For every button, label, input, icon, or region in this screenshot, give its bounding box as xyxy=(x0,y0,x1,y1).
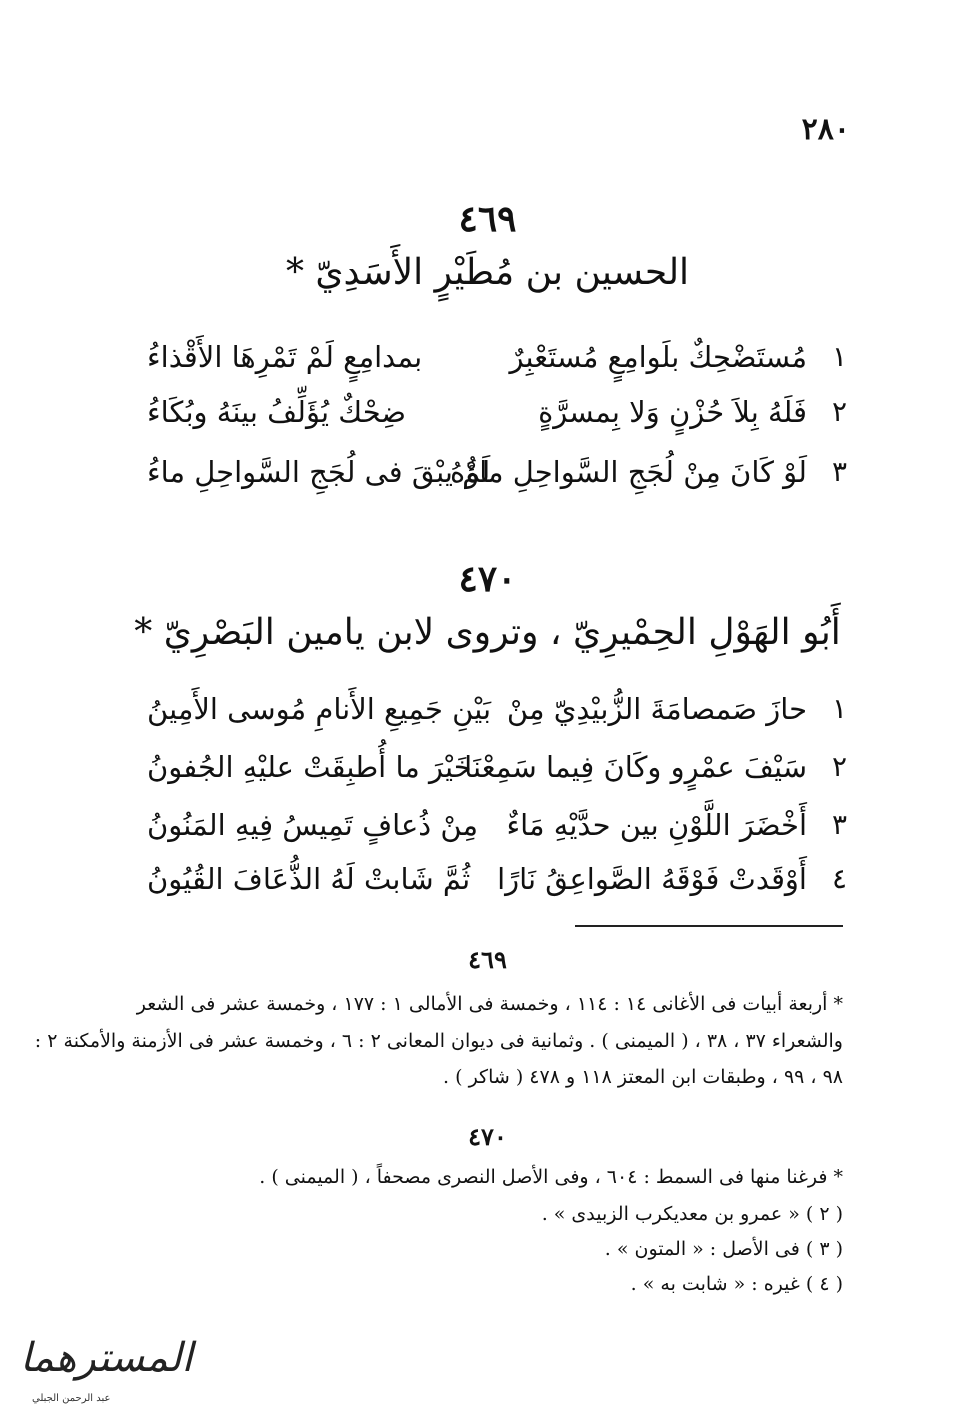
verse-number: ٢ xyxy=(831,750,847,783)
footnote-line: ( ٤ ) غيره : « شابت به » . xyxy=(630,1273,843,1295)
verse-line xyxy=(147,862,847,914)
verse-number: ٣ xyxy=(831,808,847,841)
verse-line xyxy=(147,750,847,802)
verse-line xyxy=(147,692,847,744)
verse-number: ٢ xyxy=(831,395,847,428)
first-hemistich: سَيْفَ عمْرٍو وكَانَ فِيما سَمِعْنَا xyxy=(464,750,807,784)
first-hemistich: أَخْضَرَ اللَّوْنِ بين حدَّيْهِ مَاءٌ xyxy=(506,808,807,842)
footnote-line: ( ٢ ) « عمرو بن معديكرب الزبيدى » . xyxy=(541,1203,843,1225)
watermark-subtext: عبد الرحمن الجبلي xyxy=(32,1393,111,1404)
verse-line xyxy=(147,395,847,447)
verse-number: ٣ xyxy=(831,455,847,488)
poet-name: أَبُو الهَوْلِ الحِمْيرِيّ ، وتروى لابن يامين البَصْرِيّ * xyxy=(134,612,841,653)
footnote-line: * أربعة أبيات فى الأغانى ١٤ : ١١٤ ، وخمسة فى الأمالى ١ : ١٧٧ ، وخمسة عشر فى الشعر xyxy=(136,993,843,1015)
second-hemistich: ضِحْكٌ يُؤَلِّفُ بينَهُ وبُكَاءُ xyxy=(147,395,407,429)
first-hemistich: حازَ صَمصامَةَ الزُّبيْدِيّ مِنْ xyxy=(506,692,807,726)
poet-name: الحسين بن مُطَيْرٍ الأَسَدِيّ * xyxy=(285,252,690,293)
verse-line xyxy=(147,455,847,507)
watermark-text: المسترهما xyxy=(20,1335,193,1381)
first-hemistich: مُستَضْحِكٌ بلَوامِعٍ مُستَعْبِرٌ xyxy=(509,340,807,374)
footnote-heading: ٤٧٠ xyxy=(468,1122,507,1151)
poem-number: ٤٧٠ xyxy=(458,558,517,600)
verse-number: ١ xyxy=(831,692,847,725)
footnote-line: والشعراء ٣٧ ، ٣٨ ، ( الميمنى ) . وثمانية فى ديوان المعانى ٢ : ٦ ، وخمسة عشر فى الأزمنة والأمكنة ٢ : xyxy=(34,1030,843,1052)
footnote-line: * فرغنا منها فى السمط : ٦٠٤ ، وفى الأصل النصرى مصحفاً ، ( الميمنى ) . xyxy=(259,1166,843,1188)
poem-number: ٤٦٩ xyxy=(458,198,517,240)
second-hemistich: ثُمَّ شَابتْ لَهُ الذُّعَافَ القُيُونُ xyxy=(147,862,471,896)
verse-number: ٤ xyxy=(831,862,847,895)
second-hemistich: مِنْ ذُعافٍ تَمِيسُ فِيهِ المَنُونُ xyxy=(147,808,479,842)
footnote-line: ٩٨ ، ٩٩ ، وطبقات ابن المعتز ١١٨ و ٤٧٨ ( شاكر ) . xyxy=(443,1066,843,1088)
first-hemistich: لَوْ كَانَ مِنْ لُجَجِ السَّواحِلِ ماؤُهُ xyxy=(450,455,807,489)
verse-line xyxy=(147,808,847,860)
first-hemistich: أَوْقَدتْ فَوْقَهُ الصَّواعِقُ نَارًا xyxy=(497,862,807,896)
second-hemistich: بمدامِعٍ لَمْ تَمْرِهَا الأَقْذاءُ xyxy=(147,340,423,374)
footnote-line: ( ٣ ) فى الأصل : « المتون » . xyxy=(604,1238,843,1260)
second-hemistich: بَيْنِ جَمِيعِ الأَنامِ مُوسى الأَمِينُ xyxy=(147,692,492,726)
verse-line xyxy=(147,340,847,392)
verse-number: ١ xyxy=(831,340,847,373)
second-hemistich: خَيْرَ ما أُطبِقَتْ عليْهِ الجُفونُ xyxy=(147,750,472,784)
footnote-separator xyxy=(575,925,843,927)
second-hemistich: لَمْ يبْقَ فى لُجَجِ السَّواحِلِ ماءُ xyxy=(147,455,491,489)
first-hemistich: فَلَهُ بِلاَ حُزْنٍ وَلا بِمسرَّةٍ xyxy=(538,395,807,429)
footnote-heading: ٤٦٩ xyxy=(468,945,507,974)
page-number: ٢٨٠ xyxy=(801,112,850,147)
watermark-logo xyxy=(10,1335,193,1415)
